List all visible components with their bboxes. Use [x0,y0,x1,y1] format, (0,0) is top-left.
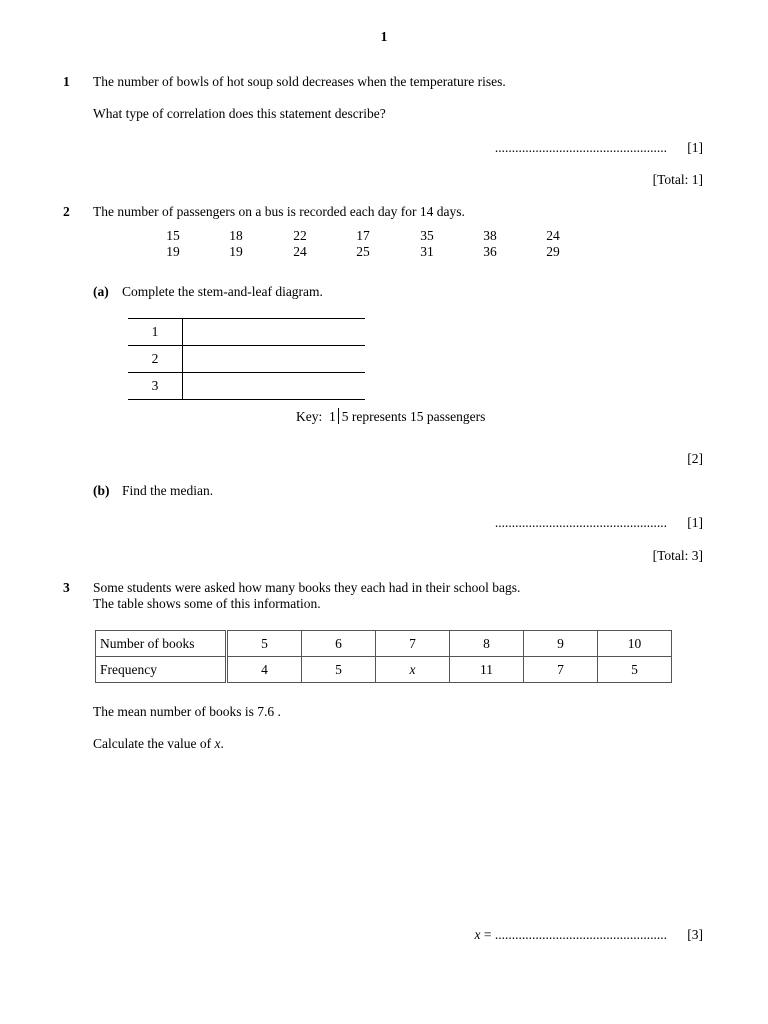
question-3-line-1: Some students were asked how many books they each had in their school bags. [93,580,521,595]
question-2-number: 2 [63,204,70,219]
stem-value: 2 [128,346,183,372]
stem-row-3 [128,373,365,400]
data-cell: 22 [293,228,307,243]
question-3-number: 3 [63,580,70,595]
stem-row-1 [128,319,365,346]
data-cell: 31 [420,244,434,259]
calc-prefix: Calculate the value of [93,736,215,751]
question-2-total: [Total: 3] [652,548,703,563]
row-header: Number of books [96,631,227,657]
data-cell: 36 [483,244,497,259]
question-1-prompt: What type of correlation does this statement describe? [93,106,386,121]
table-cell: 9 [524,631,598,657]
stem-leaf-key [296,408,485,425]
data-cell: 25 [356,244,370,259]
calc-suffix: . [220,736,224,751]
data-cell: 29 [546,244,560,259]
key-prefix: Key: [296,409,323,424]
key-divider [338,408,339,424]
answer-equals: = [480,927,495,942]
page-number: 1 [380,29,388,44]
data-cell: 15 [166,228,180,243]
question-1-answer-line[interactable]: ................................................... [494,140,667,155]
question-3-prompt [93,736,224,752]
question-2-statement: The number of passengers on a bus is recorded each day for 14 days. [93,204,465,219]
table-cell: 11 [450,657,524,683]
table-cell: 7 [524,657,598,683]
question-1-total: [Total: 1] [652,172,703,187]
question-3-answer-line[interactable]: ................................................... [494,927,667,942]
data-cell: 38 [483,228,497,243]
table-cell: 4 [227,657,302,683]
question-3-line-2: The table shows some of this information. [93,596,321,611]
table-cell: 5 [227,631,302,657]
books-row [96,631,672,657]
question-3-marks: [3] [687,927,703,942]
calc-variable: x [214,736,221,751]
part-a-text: Complete the stem-and-leaf diagram. [122,284,323,299]
part-b-text: Find the median. [122,483,214,498]
row-header: Frequency [96,657,227,683]
question-1-number: 1 [63,74,70,89]
table-cell: 7 [376,631,450,657]
stem-value: 3 [128,373,183,399]
part-a-label: (a) [93,284,109,299]
frequency-row [96,657,672,683]
data-cell: 24 [546,228,560,243]
stem-value: 1 [128,319,183,345]
data-cell: 24 [293,244,307,259]
question-3-answer [475,927,668,943]
table-cell: 6 [302,631,376,657]
stem-and-leaf-diagram [128,318,365,400]
leaf-input-area[interactable] [183,346,365,372]
part-b-answer-line[interactable]: ................................................... [494,515,667,530]
table-cell: 8 [450,631,524,657]
table-cell: 5 [302,657,376,683]
data-cell: 19 [166,244,180,259]
data-cell: 35 [420,228,434,243]
table-cell: 5 [598,657,672,683]
table-cell: 10 [598,631,672,657]
unknown-x-cell: x [376,657,450,683]
answer-variable: x [474,927,481,942]
key-stem: 1 [329,409,336,424]
books-frequency-table [95,630,672,683]
data-cell: 18 [229,228,243,243]
part-b-marks: [1] [687,515,703,530]
stem-row-2 [128,346,365,373]
data-cell: 17 [356,228,370,243]
leaf-input-area[interactable] [183,319,365,345]
data-cell: 19 [229,244,243,259]
part-b-label: (b) [93,483,110,498]
question-1-marks: [1] [687,140,703,155]
leaf-input-area[interactable] [183,373,365,399]
question-3-mean-text: The mean number of books is 7.6 . [93,704,281,719]
part-a-marks: [2] [687,451,703,466]
question-1-statement: The number of bowls of hot soup sold decreases when the temperature rises. [93,74,506,89]
key-description: 5 represents 15 passengers [341,409,486,424]
